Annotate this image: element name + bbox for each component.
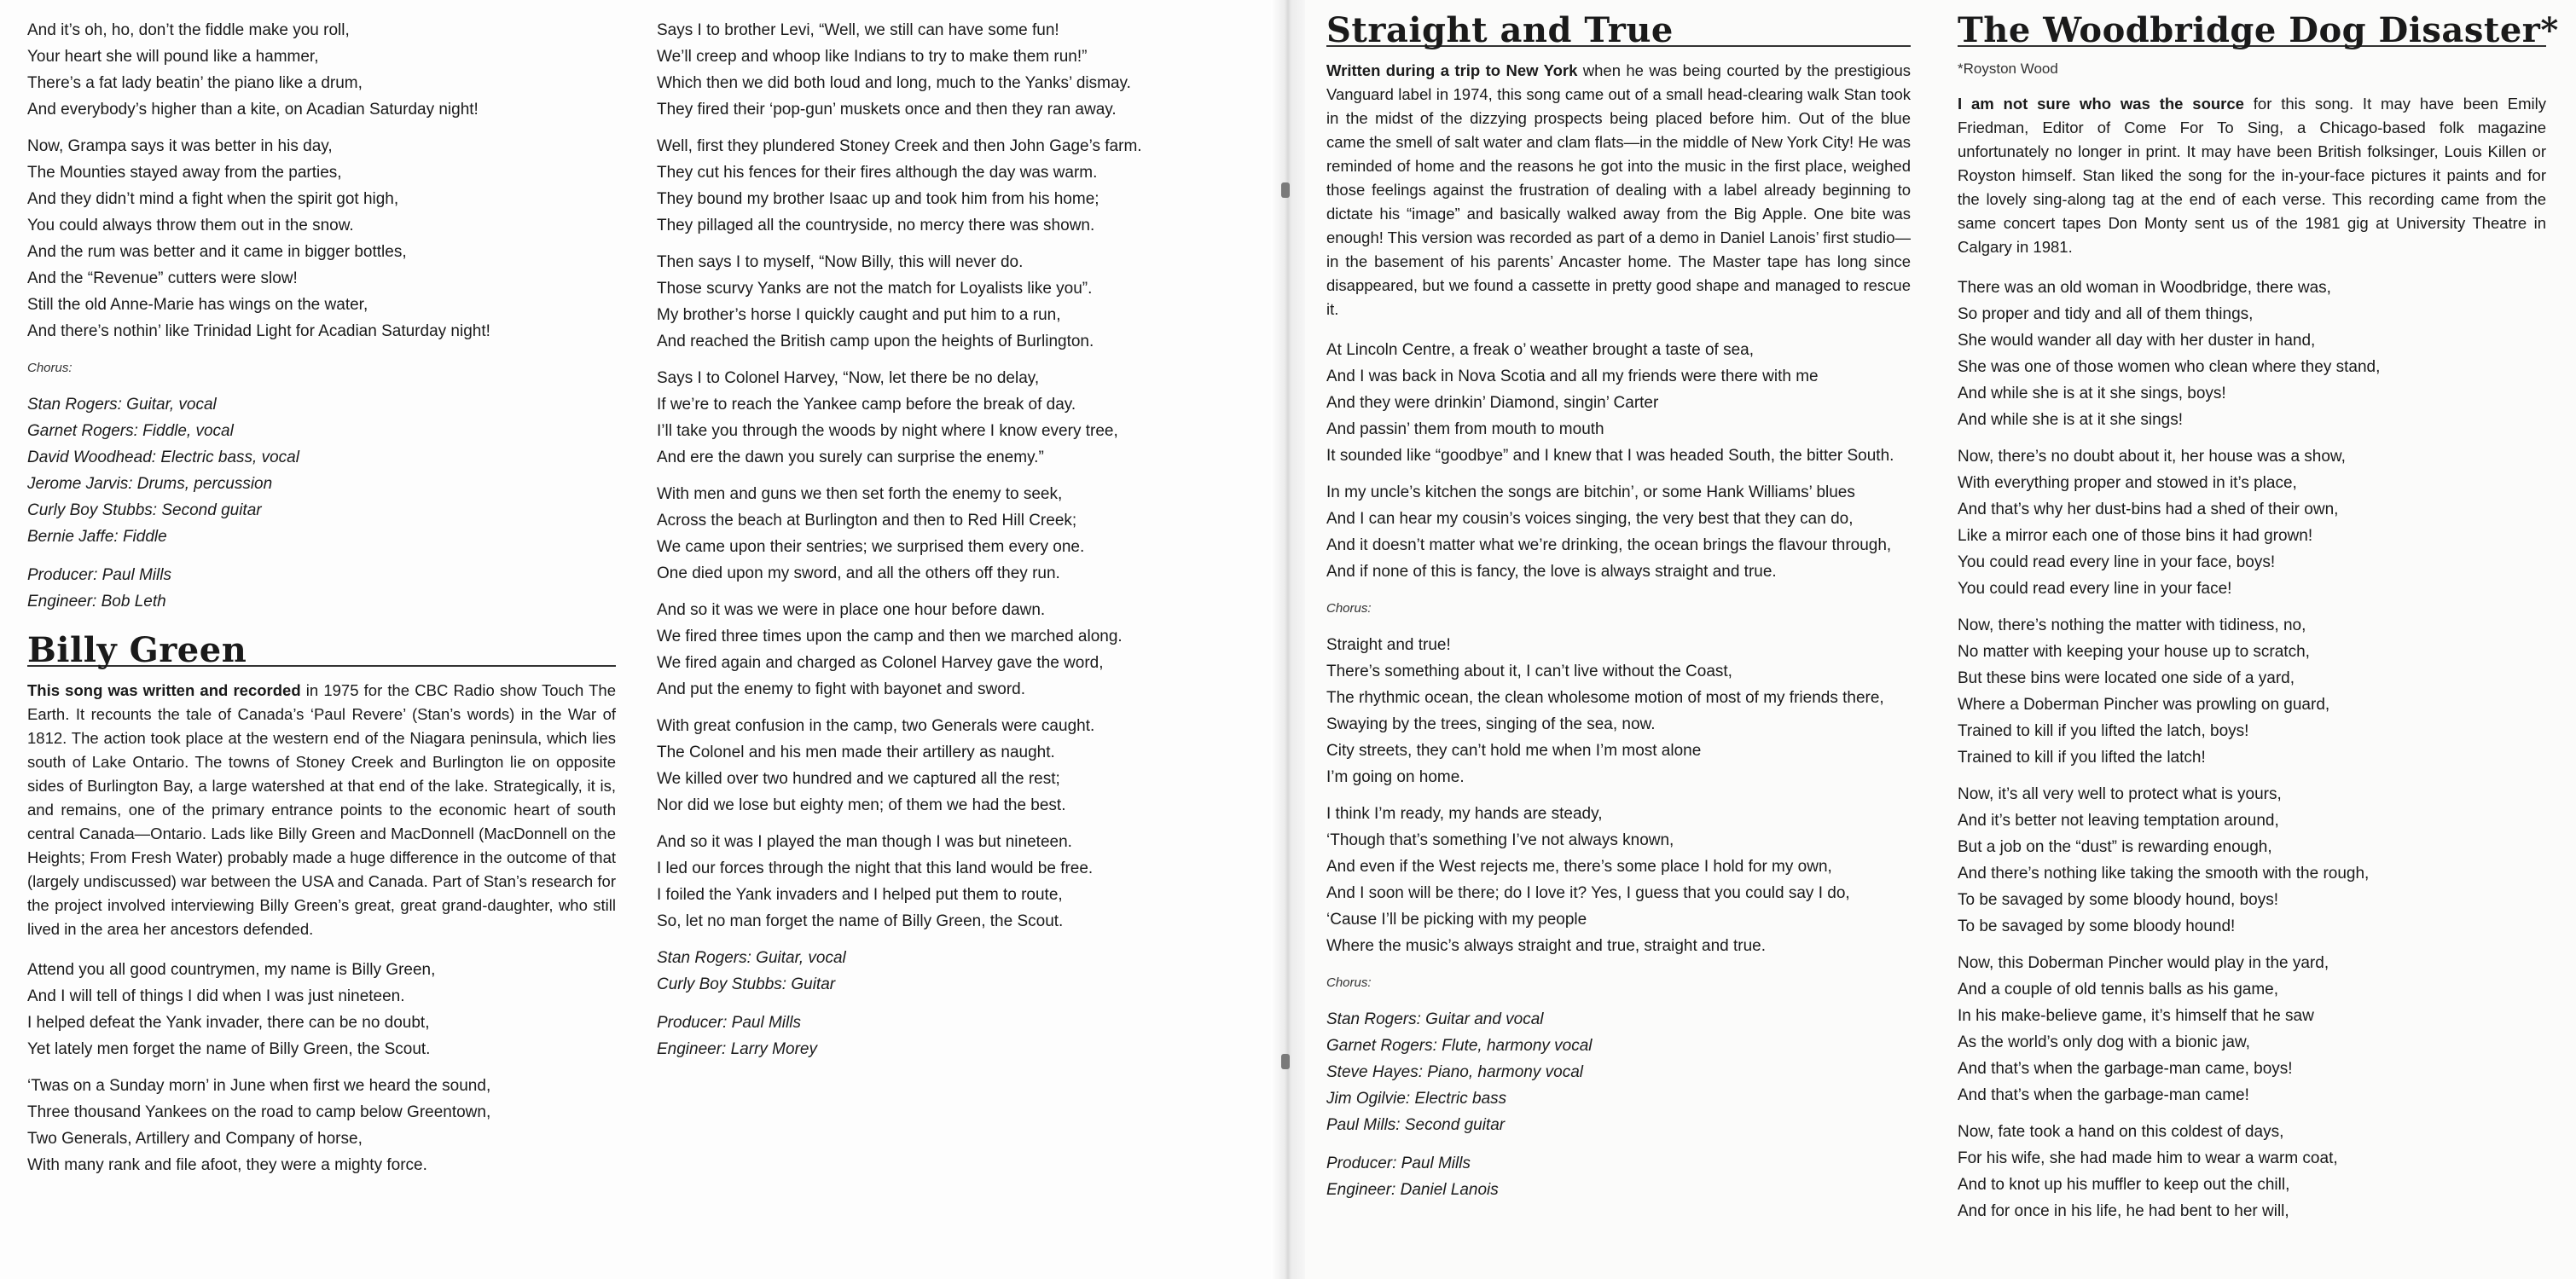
lyric-line: For his wife, she had made him to wear a warm coat, — [1958, 1149, 2338, 1167]
song-attribution: *Royston Wood — [1958, 61, 2058, 77]
lyric-line: So, let no man forget the name of Billy Green, the Scout. — [657, 912, 1064, 930]
lyrics-stanza — [657, 133, 1254, 239]
song-title: The Woodbridge Dog Disaster* — [1958, 10, 2559, 50]
lyrics-stanza — [1958, 1119, 2546, 1224]
lyric-line: Then says I to myself, “Now Billy, this will never do. — [657, 253, 1024, 271]
song-title: Straight and True — [1326, 17, 1911, 47]
lyric-line: But these bins were located one side of a yard, — [1958, 669, 2295, 687]
lyric-line: We fired again and charged as Colonel Harvey gave the word, — [657, 654, 1104, 672]
lyric-line: Attend you all good countrymen, my name is Billy Green, — [27, 961, 436, 979]
lyric-line: Where a Doberman Pincher was prowling on guard, — [1958, 696, 2330, 714]
credit-line: Stan Rogers: Guitar, vocal — [27, 396, 217, 414]
lyric-line: And it’s better not leaving temptation around, — [1958, 812, 2279, 830]
lyric-line: We’ll creep and whoop like Indians to try to make them run!” — [657, 48, 1088, 66]
lyric-line: In his make-believe game, it’s himself that he saw — [1958, 1007, 2314, 1025]
lyric-line: And while she is at it she sings! — [1958, 411, 2184, 429]
production-credits — [27, 562, 616, 615]
lyric-line: ‘Cause I’ll be picking with my people — [1326, 911, 1587, 929]
lyric-line: Now, fate took a hand on this coldest of days, — [1958, 1123, 2284, 1141]
lyric-line: The Colonel and his men made their artillery as naught. — [657, 744, 1055, 761]
credit-line: Garnet Rogers: Fiddle, vocal — [27, 422, 234, 440]
lyric-line: ‘Twas on a Sunday morn’ in June when first we heard the sound, — [27, 1077, 491, 1095]
lyrics-stanza — [1326, 801, 1911, 959]
lyric-line: Across the beach at Burlington and then to Red Hill Creek; — [657, 512, 1077, 530]
lyric-line: And put the enemy to fight with bayonet and sword. — [657, 680, 1025, 698]
lyric-line: Says I to brother Levi, “Well, we still can have some fun! — [657, 21, 1059, 39]
lyric-line: And I can hear my cousin’s voices singing, the very best that they can do, — [1326, 510, 1854, 528]
lyrics-block — [1326, 337, 1911, 585]
credit-line: Jim Ogilvie: Electric bass — [1326, 1090, 1507, 1108]
credit-line: Engineer: Daniel Lanois — [1326, 1181, 1499, 1199]
credit-line: Curly Boy Stubbs: Second guitar — [27, 501, 262, 519]
lyric-line: Yet lately men forget the name of Billy Green, the Scout. — [27, 1040, 431, 1058]
lyrics-stanza — [657, 713, 1254, 819]
lyric-line: And that’s when the garbage-man came! — [1958, 1086, 2249, 1104]
lyric-line: Your heart she will pound like a hammer, — [27, 48, 319, 66]
lyric-line: And ere the dawn you surely can surprise the enemy.” — [657, 449, 1044, 466]
lyric-line: And so it was we were in place one hour before dawn. — [657, 601, 1046, 619]
credit-line: Producer: Paul Mills — [657, 1014, 801, 1032]
lyrics-stanza — [657, 829, 1254, 935]
column-1 — [27, 17, 616, 1189]
lyric-line: We killed over two hundred and we captured all the rest; — [657, 770, 1060, 788]
lyric-line: I led our forces through the night that this land would be free. — [657, 859, 1094, 877]
lyric-line: With many rank and file afoot, they were a mighty force. — [27, 1156, 427, 1174]
lyric-line: And if none of this is fancy, the love is always straight and true. — [1326, 563, 1777, 581]
lyric-line: You could always throw them out in the snow. — [27, 217, 354, 234]
lyric-line: Now, there’s nothing the matter with tidiness, no, — [1958, 616, 2306, 634]
lyric-line: Now, Grampa says it was better in his day, — [27, 137, 333, 155]
intro-text: for this song. It may have been Emily Friedman, Editor of Come For To Sing, a Chicago-based folk magazine unfortunately no longer in print. It may have been British folksinger, Louis Killen or Royston himself. Stan liked the song for the in-your-face pictures it paints and for the lovely sing-along tag at the end of each verse. This recording came from the same concert tapes Don Monty sent us of the 1981 gig at University Theatre in Calgary in 1981. — [1958, 95, 2546, 256]
lyric-line: And to knot up his muffler to keep out the chill, — [1958, 1176, 2290, 1194]
lyrics-stanza — [657, 17, 1254, 123]
lyrics-block — [27, 17, 616, 344]
credit-line: Garnet Rogers: Flute, harmony vocal — [1326, 1037, 1593, 1055]
lyric-line: The rhythmic ocean, the clean wholesome motion of most of my friends there, — [1326, 689, 1884, 707]
staple-bottom — [1281, 1054, 1290, 1069]
lyric-line: It sounded like “goodbye” and I knew that I was headed South, the bitter South. — [1326, 447, 1894, 465]
credit-line: Stan Rogers: Guitar and vocal — [1326, 1010, 1544, 1028]
lyric-line: Nor did we lose but eighty men; of them we had the best. — [657, 796, 1066, 814]
lyric-line: I think I’m ready, my hands are steady, — [1326, 805, 1603, 823]
intro-lead: I am not sure who was the source — [1958, 95, 2244, 113]
lyrics-stanza — [27, 957, 616, 1062]
lyric-line: Those scurvy Yanks are not the match for Loyalists like you”. — [657, 280, 1093, 298]
lyric-line: Now, there’s no doubt about it, her house was a show, — [1958, 448, 2346, 466]
lyrics-stanza — [1958, 612, 2546, 771]
lyrics-stanza — [657, 597, 1254, 703]
lyrics-stanza — [27, 133, 616, 344]
lyric-line: And there’s nothing like taking the smooth with the rough, — [1958, 865, 2370, 883]
lyric-line: There’s something about it, I can’t live without the Coast, — [1326, 663, 1732, 680]
lyric-line: Where the music’s always straight and true, straight and true. — [1326, 937, 1767, 955]
lyrics-block — [657, 17, 1254, 935]
lyric-line: Two Generals, Artillery and Company of horse, — [27, 1130, 363, 1148]
credit-line: Producer: Paul Mills — [27, 566, 171, 584]
lyric-line: To be savaged by some bloody hound! — [1958, 917, 2236, 935]
credit-line: Jerome Jarvis: Drums, percussion — [27, 475, 273, 493]
lyric-line: There was an old woman in Woodbridge, there was, — [1958, 279, 2331, 297]
chorus-label: Chorus: — [1326, 975, 1372, 990]
lyrics-stanza — [1958, 443, 2546, 602]
credit-line: Engineer: Bob Leth — [27, 593, 166, 611]
lyric-line: The Mounties stayed away from the parties, — [27, 164, 342, 182]
lyric-line: She was one of those women who clean where they stand, — [1958, 358, 2381, 376]
credit-line: Bernie Jaffe: Fiddle — [27, 528, 167, 546]
lyric-line: And while she is at it she sings, boys! — [1958, 385, 2226, 402]
lyrics-stanza — [1958, 275, 2546, 433]
intro-lead: Written during a trip to New York — [1326, 61, 1578, 79]
lyrics-stanza — [27, 1073, 616, 1178]
lyric-line: Which then we did both loud and long, much to the Yanks’ dismay. — [657, 74, 1131, 92]
lyric-line: Now, this Doberman Pincher would play in the yard, — [1958, 954, 2329, 972]
intro-text: when he was being courted by the prestigious Vanguard label in 1974, this song came out of a small head-clearing walk Stan took in the midst of the dizzying prospects being placed before him. Out of the blue came the smell of salt water and clam flats—in the middle of New York City! He was reminded of home and the reasons he got into the music in the first place, weighed those feelings against the frustration of dealing with a label already beginning to dictate his “image” and basically walked away from the Big Apple. One bite was enough! This version was recorded as part of a demo in Daniel Lanois’ first studio—in the basement of his parents’ Ancaster home. The Master tape has long since disappeared, but we found a cassette in pretty good shape and managed to rescue it. — [1326, 61, 1911, 318]
lyrics-stanza — [1326, 479, 1911, 585]
lyric-line: And there’s nothin’ like Trinidad Light for Acadian Saturday night! — [27, 322, 490, 340]
musician-credits — [657, 945, 1254, 998]
lyric-line: She would wander all day with her duster in hand, — [1958, 332, 2316, 350]
lyric-line: With everything proper and stowed in it’s place, — [1958, 474, 2297, 492]
song-intro — [27, 679, 616, 941]
lyric-line: They bound my brother Isaac up and took him from his home; — [657, 190, 1099, 208]
lyric-line: You could read every line in your face! — [1958, 580, 2232, 598]
lyric-line: Three thousand Yankees on the road to camp below Greentown, — [27, 1103, 491, 1121]
column-4 — [1958, 10, 2559, 1235]
song-intro — [1958, 92, 2546, 259]
lyric-line: And the “Revenue” cutters were slow! — [27, 269, 298, 287]
credit-line: Paul Mills: Second guitar — [1326, 1116, 1506, 1134]
lyric-line: If we’re to reach the Yankee camp before the break of day. — [657, 396, 1076, 414]
lyric-line: With great confusion in the camp, two Generals were caught. — [657, 717, 1095, 735]
lyric-line: At Lincoln Centre, a freak o’ weather brought a taste of sea, — [1326, 341, 1754, 359]
song-intro — [1326, 59, 1911, 321]
intro-lead: This song was written and recorded — [27, 681, 301, 699]
lyric-line: They fired their ‘pop-gun’ muskets once and then they ran away. — [657, 101, 1117, 119]
lyric-line: Swaying by the trees, singing of the sea, now. — [1326, 715, 1656, 733]
lyric-line: To be savaged by some bloody hound, boys! — [1958, 891, 2279, 909]
credit-line: Stan Rogers: Guitar, vocal — [657, 949, 846, 967]
production-credits — [657, 1010, 1254, 1062]
lyric-line: And that’s why her dust-bins had a shed of their own, — [1958, 501, 2339, 518]
lyric-line: And I will tell of things I did when I was just nineteen. — [27, 987, 405, 1005]
lyric-line: No matter with keeping your house up to scratch, — [1958, 643, 2310, 661]
lyric-line: And I soon will be there; do I love it? Yes, I guess that you could say I do, — [1326, 884, 1850, 902]
lyrics-block — [27, 957, 616, 1178]
lyric-line: In my uncle’s kitchen the songs are bitchin’, or some Hank Williams’ blues — [1326, 483, 1855, 501]
lyric-line: I foiled the Yank invaders and I helped put them to route, — [657, 886, 1063, 904]
lyric-line: I’m going on home. — [1326, 768, 1465, 786]
lyric-line: So proper and tidy and all of them things, — [1958, 305, 2254, 323]
column-3 — [1326, 10, 1911, 1215]
lyric-line: We fired three times upon the camp and then we marched along. — [657, 628, 1123, 645]
lyric-line: And a couple of old tennis balls as his game, — [1958, 981, 2279, 998]
lyric-line: Says I to Colonel Harvey, “Now, let there be no delay, — [657, 369, 1040, 387]
lyric-line: And that’s when the garbage-man came, boys! — [1958, 1060, 2293, 1078]
chorus-lyrics — [1326, 632, 1911, 790]
lyric-line: Now, it’s all very well to protect what is yours, — [1958, 785, 2282, 803]
lyric-line: And they were drinkin’ Diamond, singin’ Carter — [1326, 394, 1659, 412]
lyric-line: With men and guns we then set forth the enemy to seek, — [657, 485, 1063, 503]
lyric-line: Still the old Anne-Marie has wings on the water, — [27, 296, 368, 314]
lyric-line: Trained to kill if you lifted the latch, boys! — [1958, 722, 2249, 740]
lyric-line: They cut his fences for their fires although the day was warm. — [657, 164, 1098, 182]
musician-credits — [27, 391, 616, 550]
lyric-line: Well, first they plundered Stoney Creek and then John Gage’s farm. — [657, 137, 1142, 155]
lyrics-stanza — [657, 249, 1254, 355]
lyric-line: I helped defeat the Yank invader, there can be no doubt, — [27, 1014, 430, 1032]
credit-line: David Woodhead: Electric bass, vocal — [27, 449, 299, 466]
lyrics-stanza — [1326, 337, 1911, 469]
lyrics-stanza — [1958, 950, 2546, 1108]
song-title: Billy Green — [27, 637, 616, 667]
lyric-line: And even if the West rejects me, there’s some place I hold for my own, — [1326, 858, 1832, 876]
chorus-label: Chorus: — [1326, 601, 1372, 616]
lyric-line: As the world’s only dog with a bionic jaw, — [1958, 1033, 2250, 1051]
lyric-line: My brother’s horse I quickly caught and put him to a run, — [657, 306, 1061, 324]
lyric-line: And for once in his life, he had bent to her will, — [1958, 1202, 2289, 1220]
column-2 — [657, 17, 1254, 1074]
lyric-line: We came upon their sentries; we surprised them every one. — [657, 538, 1085, 556]
lyric-line: And everybody’s higher than a kite, on Acadian Saturday night! — [27, 101, 479, 119]
lyrics-stanza — [657, 481, 1254, 587]
credit-line: Curly Boy Stubbs: Guitar — [657, 975, 836, 993]
credit-line: Steve Hayes: Piano, harmony vocal — [1326, 1063, 1583, 1081]
lyrics-stanza — [1958, 781, 2546, 940]
intro-text: in 1975 for the CBC Radio show Touch The Earth. It recounts the tale of Canada’s ‘Paul Revere’ (Stan’s words) in the War of 1812. The action took place at the western end of the Niagara peninsula, which lies south of Lake Ontario. The towns of Stoney Creek and Burlington lie on opposite sides of Burlington Bay, a large watershed at that end of the lake. Strategically, it is, and remains, one of the primary entrance points to the economic heart of south central Canada—Ontario. Lads like Billy Green and MacDonnell (MacDonnell on the Heights; From Fresh Water) probably made a huge difference in the outcome of that (largely undiscussed) war between the USA and Canada. Part of Stan’s research for the project involved interviewing Billy Green’s great, great grand-daughter, who still lived in the area her ancestors defended. — [27, 681, 617, 938]
lyric-line: They pillaged all the countryside, no mercy there was shown. — [657, 217, 1095, 234]
lyric-line: ‘Though that’s something I’ve not always known, — [1326, 831, 1674, 849]
lyrics-block — [1958, 275, 2546, 1224]
lyric-line: City streets, they can’t hold me when I’m most alone — [1326, 742, 1702, 760]
lyric-line: And it doesn’t matter what we’re drinking, the ocean brings the flavour through, — [1326, 536, 1892, 554]
lyric-line: But a job on the “dust” is rewarding enough, — [1958, 838, 2272, 856]
lyric-line: And they didn’t mind a fight when the spirit got high, — [27, 190, 399, 208]
lyrics-stanza — [657, 365, 1254, 471]
lyric-line: And it’s oh, ho, don’t the fiddle make you roll, — [27, 21, 350, 39]
production-credits — [1326, 1150, 1911, 1203]
lyric-line: Trained to kill if you lifted the latch! — [1958, 749, 2206, 767]
lyric-line: You could read every line in your face, boys! — [1958, 553, 2276, 571]
lyric-line: I’ll take you through the woods by night where I know every tree, — [657, 422, 1118, 440]
staple-top — [1281, 182, 1290, 198]
chorus-label: Chorus: — [27, 361, 73, 375]
lyric-line: And passin’ them from mouth to mouth — [1326, 420, 1604, 438]
lyric-line: And so it was I played the man though I was but nineteen. — [657, 833, 1072, 851]
lyric-line: And reached the British camp upon the heights of Burlington. — [657, 333, 1094, 350]
credit-line: Engineer: Larry Morey — [657, 1040, 817, 1058]
lyric-line: One died upon my sword, and all the others off they run. — [657, 564, 1060, 582]
lyric-line: Like a mirror each one of those bins it had grown! — [1958, 527, 2313, 545]
lyric-line: And the rum was better and it came in bigger bottles, — [27, 243, 407, 261]
lyric-line: Straight and true! — [1326, 636, 1451, 654]
lyric-line: And I was back in Nova Scotia and all my friends were there with me — [1326, 367, 1819, 385]
musician-credits — [1326, 1006, 1911, 1138]
lyrics-stanza — [27, 17, 616, 123]
credit-line: Producer: Paul Mills — [1326, 1155, 1471, 1172]
lyric-line: There’s a fat lady beatin’ the piano like a drum, — [27, 74, 363, 92]
